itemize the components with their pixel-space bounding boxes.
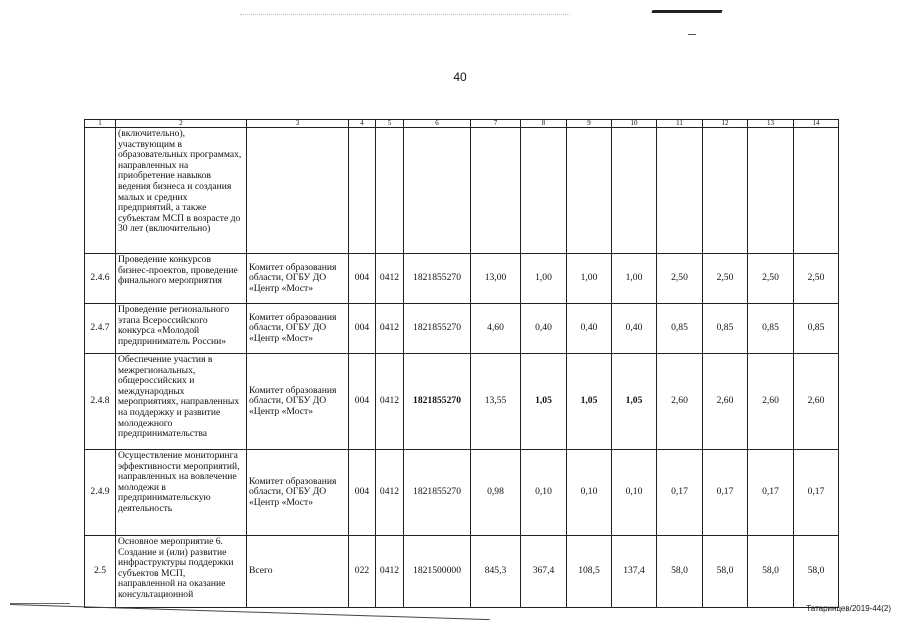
- cell-4: 022: [349, 536, 376, 608]
- cell-12: 58,0: [703, 536, 748, 608]
- cell-14: [794, 128, 839, 254]
- row-number: 2.4.6: [85, 254, 116, 304]
- header-cell: 6: [404, 120, 471, 128]
- cell-4: 004: [349, 254, 376, 304]
- executor: Комитет образования области, ОГБУ ДО «Центр «Мост»: [247, 304, 349, 354]
- cell-9: [567, 128, 612, 254]
- header-cell: 8: [521, 120, 567, 128]
- executor: Всего: [247, 536, 349, 608]
- cell-7: 0,98: [471, 450, 521, 536]
- cell-14: 0,85: [794, 304, 839, 354]
- cell-7: 13,55: [471, 354, 521, 450]
- budget-table: [84, 119, 839, 608]
- cell-7: 4,60: [471, 304, 521, 354]
- cell-9: 108,5: [567, 536, 612, 608]
- cell-5: 0412: [376, 254, 404, 304]
- table-row: [85, 536, 839, 608]
- cell-8: 367,4: [521, 536, 567, 608]
- cell-11: 0,85: [657, 304, 703, 354]
- row-number: 2.4.7: [85, 304, 116, 354]
- cell-6: 1821855270: [404, 450, 471, 536]
- cell-12: [703, 128, 748, 254]
- activity-name: Основное мероприятие 6. Создание и (или) развитие инфраструктуры поддержки субъектов МСП, направленной на оказание консультационной: [116, 536, 247, 608]
- cell-9: 1,05: [567, 354, 612, 450]
- table-header-row: [85, 120, 839, 128]
- header-cell: 3: [247, 120, 349, 128]
- cell-14: 58,0: [794, 536, 839, 608]
- row-number: 2.4.8: [85, 354, 116, 450]
- header-cell: 14: [794, 120, 839, 128]
- cell-13: 2,50: [748, 254, 794, 304]
- cell-10: 1,00: [612, 254, 657, 304]
- cell-6: 1821855270: [404, 354, 471, 450]
- cell-13: 58,0: [748, 536, 794, 608]
- cell-6: 1821855270: [404, 304, 471, 354]
- cell-10: [612, 128, 657, 254]
- cell-8: [521, 128, 567, 254]
- cell-14: 2,50: [794, 254, 839, 304]
- cell-8: 1,00: [521, 254, 567, 304]
- document-code: Татаринцев/2019-44(2): [806, 604, 891, 613]
- cell-6: [404, 128, 471, 254]
- header-cell: 4: [349, 120, 376, 128]
- header-cell: 11: [657, 120, 703, 128]
- cell-13: 0,85: [748, 304, 794, 354]
- cell-11: 0,17: [657, 450, 703, 536]
- activity-name: Обеспечение участия в межрегиональных, общероссийских и международных мероприятиях, направленных на поддержку и развитие молодежного предпринимательства: [116, 354, 247, 450]
- cell-8: 0,10: [521, 450, 567, 536]
- header-cell: 7: [471, 120, 521, 128]
- header-cell: 13: [748, 120, 794, 128]
- cell-10: 137,4: [612, 536, 657, 608]
- executor: Комитет образования области, ОГБУ ДО «Центр «Мост»: [247, 450, 349, 536]
- cell-13: [748, 128, 794, 254]
- scan-artifact-top: [240, 14, 570, 16]
- activity-name: Проведение регионального этапа Всероссийского конкурса «Молодой предприниматель России»: [116, 304, 247, 354]
- cell-12: 2,50: [703, 254, 748, 304]
- cell-14: 2,60: [794, 354, 839, 450]
- cell-12: 0,85: [703, 304, 748, 354]
- cell-9: 0,40: [567, 304, 612, 354]
- cell-10: 0,10: [612, 450, 657, 536]
- cell-7: 845,3: [471, 536, 521, 608]
- cell-5: 0412: [376, 450, 404, 536]
- cell-11: [657, 128, 703, 254]
- cell-11: 2,50: [657, 254, 703, 304]
- cell-13: 2,60: [748, 354, 794, 450]
- row-number: 2.4.9: [85, 450, 116, 536]
- cell-6: 1821500000: [404, 536, 471, 608]
- executor: [247, 128, 349, 254]
- cell-9: 1,00: [567, 254, 612, 304]
- row-number: [85, 128, 116, 254]
- cell-5: 0412: [376, 536, 404, 608]
- cell-12: 2,60: [703, 354, 748, 450]
- cell-10: 1,05: [612, 354, 657, 450]
- cell-8: 0,40: [521, 304, 567, 354]
- header-cell: 12: [703, 120, 748, 128]
- cell-9: 0,10: [567, 450, 612, 536]
- executor: Комитет образования области, ОГБУ ДО «Центр «Мост»: [247, 254, 349, 304]
- scan-artifact-mark: [651, 10, 722, 13]
- scan-artifact-dot: [688, 34, 696, 35]
- cell-6: 1821855270: [404, 254, 471, 304]
- cell-7: 13,00: [471, 254, 521, 304]
- cell-4: [349, 128, 376, 254]
- row-number: 2.5: [85, 536, 116, 608]
- cell-5: 0412: [376, 304, 404, 354]
- page-number: 40: [453, 70, 467, 84]
- activity-name: (включительно), участвующим в образовательных программах, направленных на приобретение навыков ведения бизнеса и создания малых и средних предприятий, а также субъектам МСП в возрасте до 30 лет (включительно): [116, 128, 247, 254]
- header-cell: 2: [116, 120, 247, 128]
- cell-11: 2,60: [657, 354, 703, 450]
- executor: Комитет образования области, ОГБУ ДО «Центр «Мост»: [247, 354, 349, 450]
- header-cell: 5: [376, 120, 404, 128]
- cell-8: 1,05: [521, 354, 567, 450]
- cell-12: 0,17: [703, 450, 748, 536]
- cell-5: [376, 128, 404, 254]
- cell-4: 004: [349, 450, 376, 536]
- cell-14: 0,17: [794, 450, 839, 536]
- activity-name: Проведение конкурсов бизнес-проектов, проведение финального мероприятия: [116, 254, 247, 304]
- header-cell: 1: [85, 120, 116, 128]
- header-cell: 10: [612, 120, 657, 128]
- table-row: [85, 254, 839, 304]
- table-row: [85, 354, 839, 450]
- cell-5: 0412: [376, 354, 404, 450]
- cell-4: 004: [349, 304, 376, 354]
- cell-4: 004: [349, 354, 376, 450]
- table-row: [85, 450, 839, 536]
- cell-13: 0,17: [748, 450, 794, 536]
- activity-name: Осуществление мониторинга эффективности мероприятий, направленных на вовлечение молодежи в предпринимательскую деятельность: [116, 450, 247, 536]
- cell-11: 58,0: [657, 536, 703, 608]
- cell-7: [471, 128, 521, 254]
- table-row: [85, 304, 839, 354]
- header-cell: 9: [567, 120, 612, 128]
- cell-10: 0,40: [612, 304, 657, 354]
- table-row: [85, 128, 839, 254]
